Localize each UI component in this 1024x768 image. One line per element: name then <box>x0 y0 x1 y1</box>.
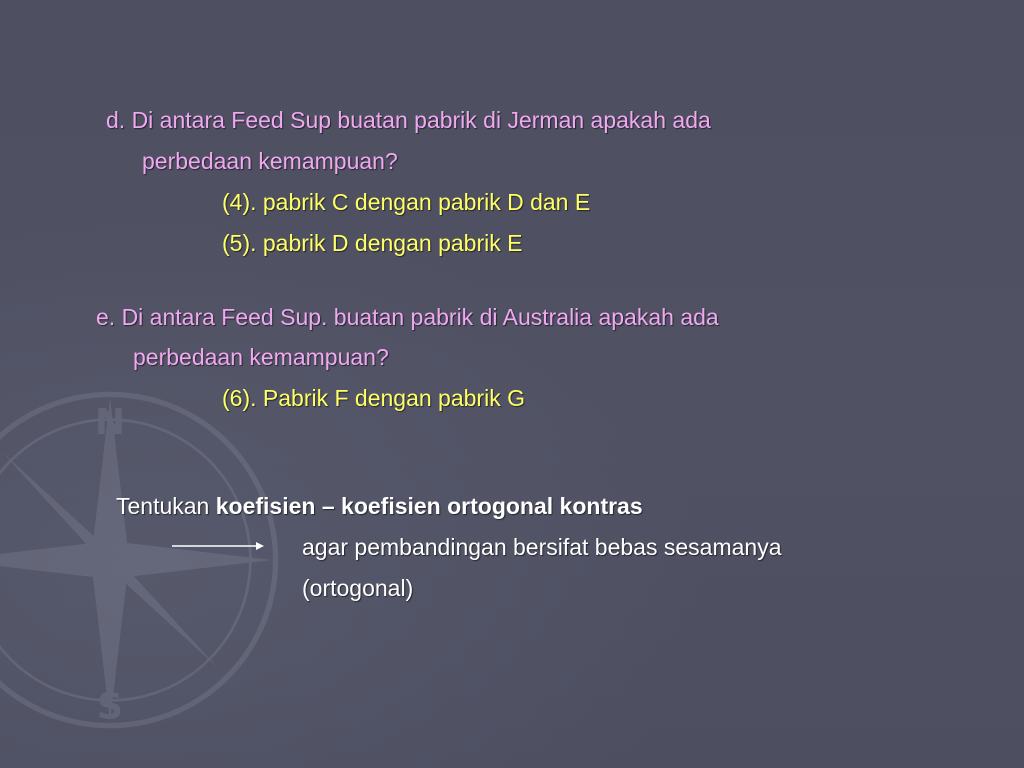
answer-item-4: (4). pabrik C dengan pabrik D dan E <box>222 189 591 215</box>
conclusion-line1 <box>116 492 643 520</box>
conclusion-line2: agar pembandingan bersifat bebas sesamanya <box>302 534 782 560</box>
question-d-line2: perbedaan kemampuan? <box>142 148 398 174</box>
question-e-line1: e. Di antara Feed Sup. buatan pabrik di Australia apakah ada <box>96 304 719 330</box>
compass-rose-icon <box>0 380 290 740</box>
svg-text:N: N <box>94 402 126 443</box>
conclusion-emphasis: koefisien – koefisien ortogonal kontras <box>215 493 643 519</box>
answer-item-5: (5). pabrik D dengan pabrik E <box>222 230 523 256</box>
right-arrow-icon <box>172 539 264 553</box>
svg-text:S: S <box>97 686 123 728</box>
question-e-line2: perbedaan kemampuan? <box>133 344 389 370</box>
conclusion-line3: (ortogonal) <box>302 575 414 601</box>
conclusion-prefix: Tentukan <box>116 493 216 519</box>
answer-item-6: (6). Pabrik F dengan pabrik G <box>222 385 525 411</box>
question-d-line1: d. Di antara Feed Sup buatan pabrik di Jerman apakah ada <box>106 107 711 133</box>
